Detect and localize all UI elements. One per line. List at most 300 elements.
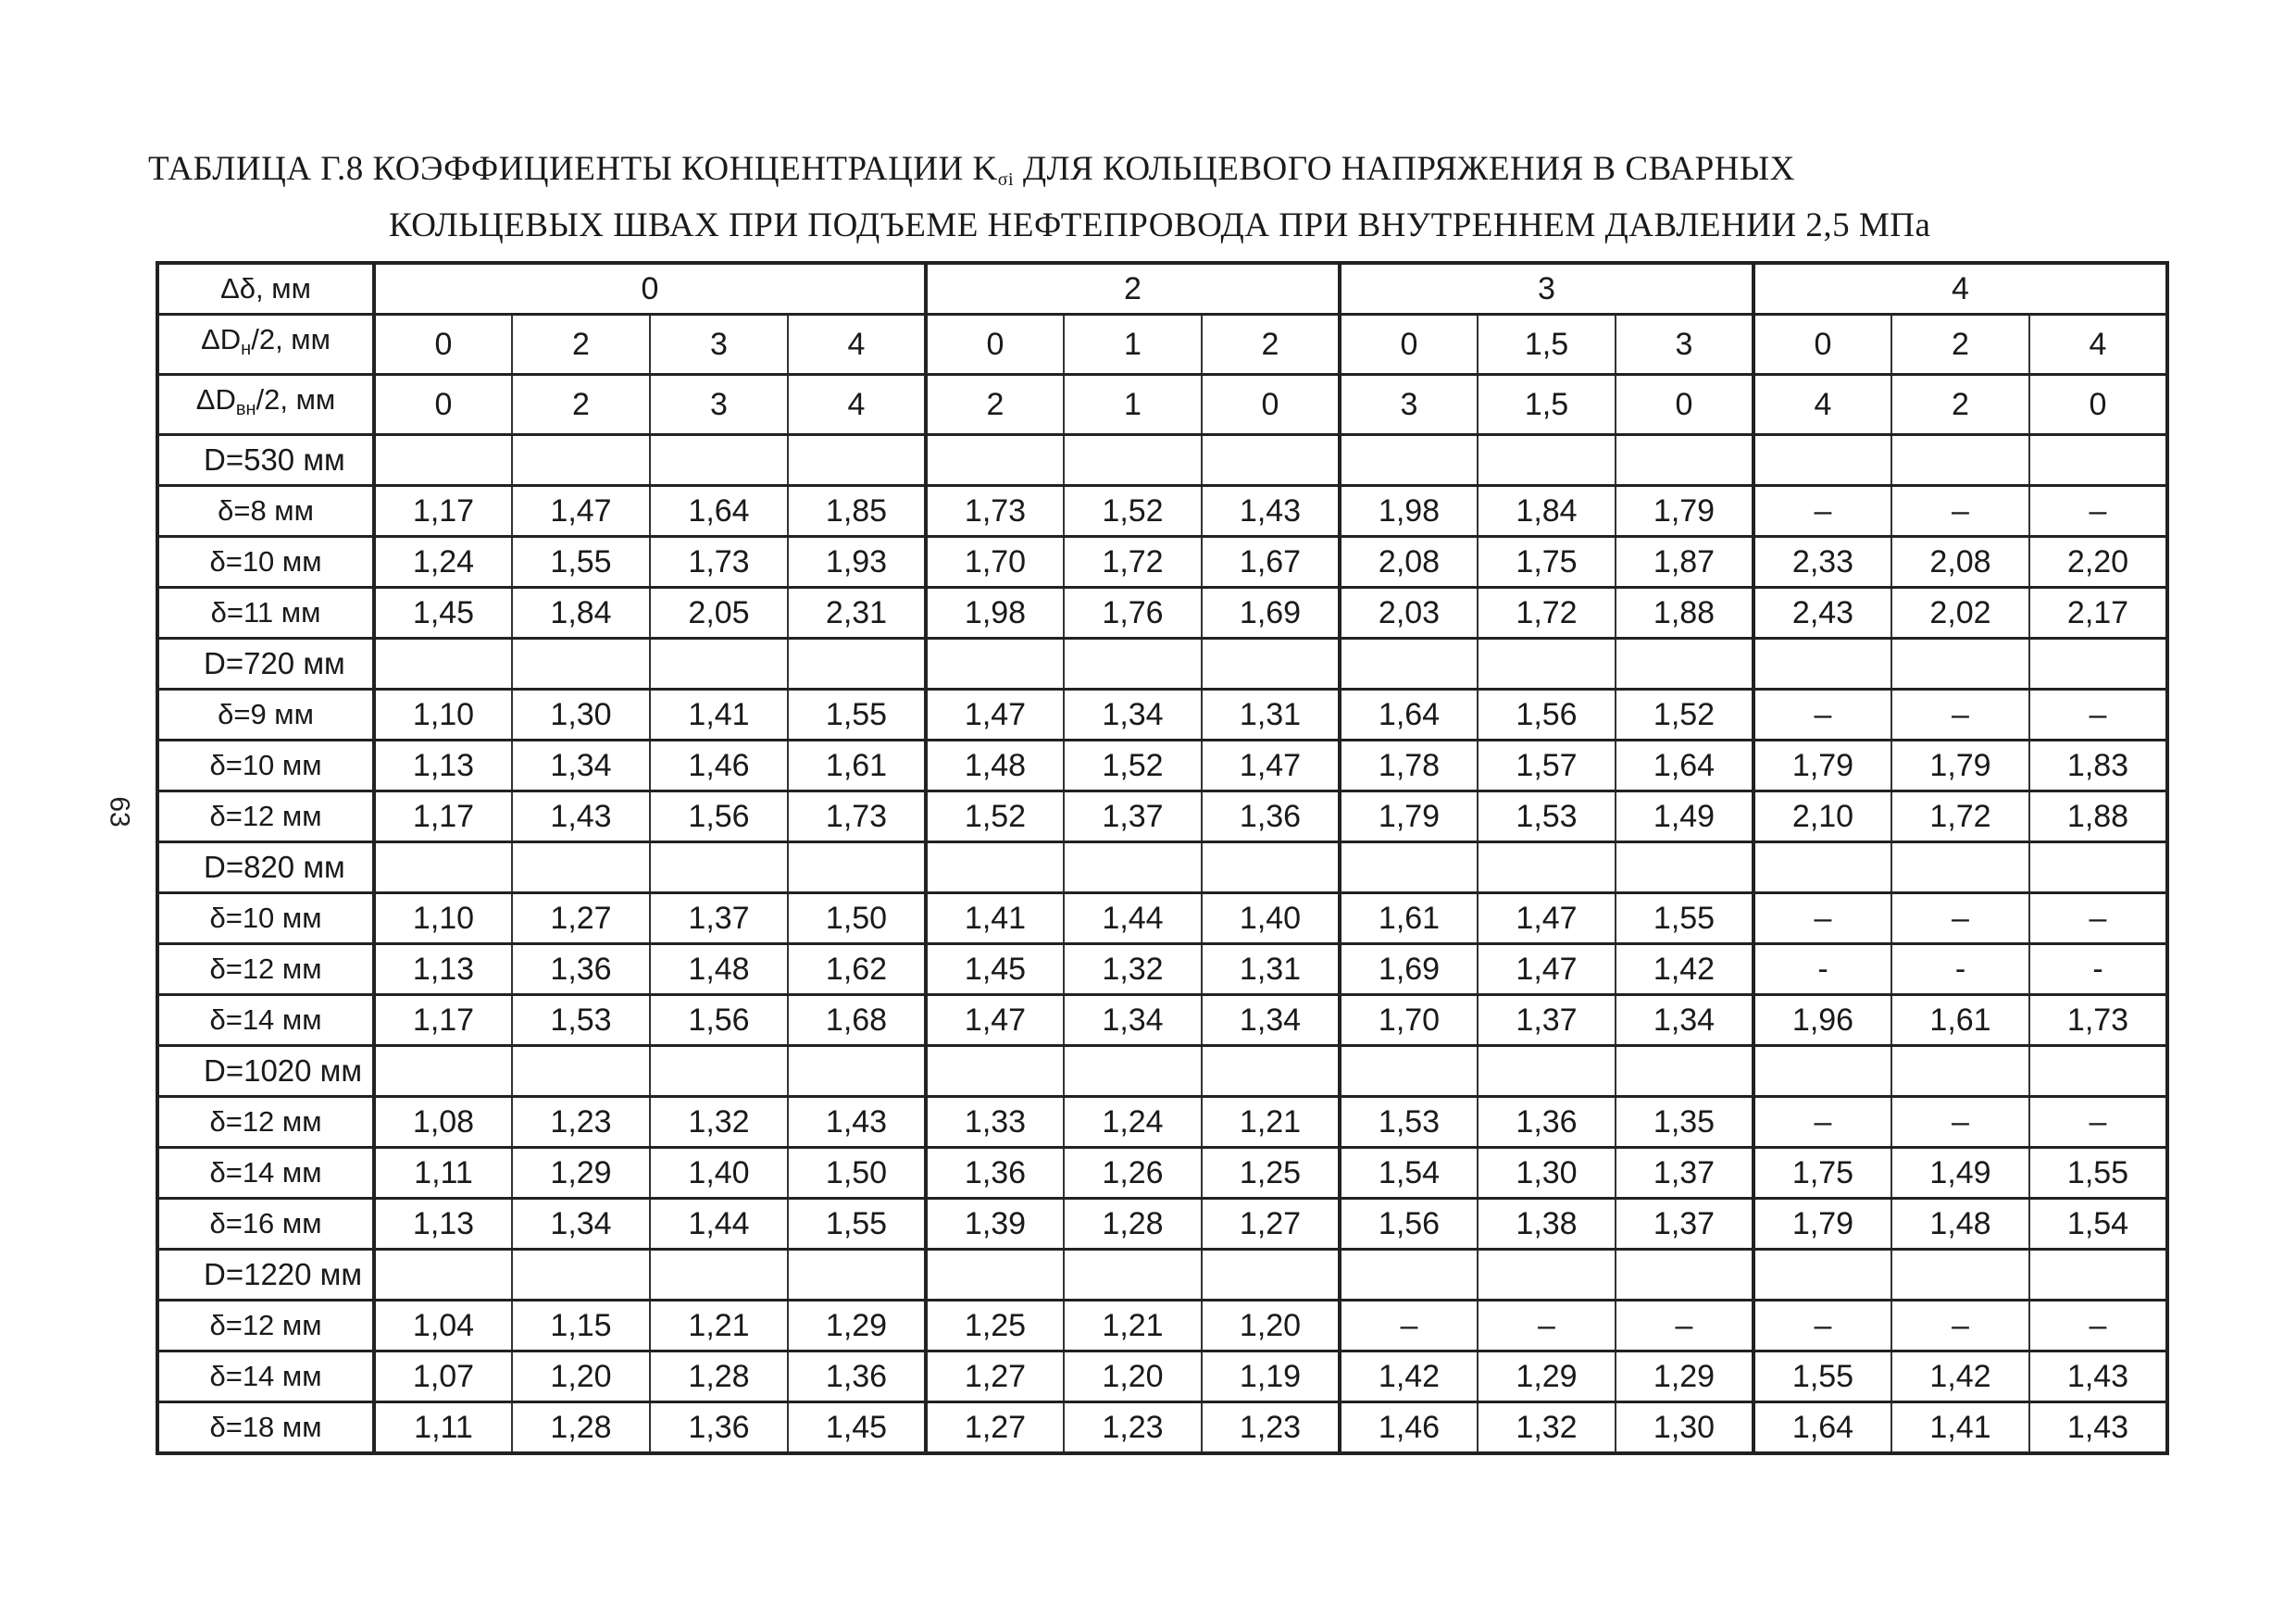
title-line-2: КОЛЬЦЕВЫХ ШВАХ ПРИ ПОДЪЕМЕ НЕФТЕПРОВОДА ПРИ ВНУТРЕННЕМ ДАВЛЕНИИ 2,5 МПа: [389, 206, 1931, 244]
value-cell: 1,34: [1064, 690, 1202, 741]
value-cell: 1,34: [512, 741, 650, 791]
value-cell: 1,79: [1340, 791, 1478, 842]
value-cell: 1,19: [1202, 1351, 1340, 1402]
value-cell: -: [1891, 944, 2029, 995]
value-cell: 1,34: [1064, 995, 1202, 1046]
empty-cell: [650, 435, 788, 486]
value-cell: 1,36: [926, 1148, 1064, 1199]
value-cell: 1,30: [1616, 1402, 1753, 1454]
value-cell: 1: [1064, 315, 1202, 375]
empty-cell: [512, 1250, 650, 1301]
value-cell: 0: [374, 375, 512, 435]
table-row: [157, 893, 2167, 944]
value-cell: 1,35: [1616, 1097, 1753, 1148]
value-cell: 1,85: [788, 486, 926, 537]
table-row: [157, 537, 2167, 588]
value-cell: 1,39: [926, 1199, 1064, 1250]
empty-cell: [2029, 1046, 2167, 1097]
value-cell: 1,55: [2029, 1148, 2167, 1199]
value-cell: –: [1753, 1301, 1891, 1351]
value-cell: 1,48: [1891, 1199, 2029, 1250]
value-cell: 1,50: [788, 893, 926, 944]
value-cell: 2,20: [2029, 537, 2167, 588]
value-cell: 1,20: [1064, 1351, 1202, 1402]
empty-cell: [1478, 1250, 1616, 1301]
value-cell: –: [1478, 1301, 1616, 1351]
value-cell: 1,28: [650, 1351, 788, 1402]
value-cell: 0: [1616, 375, 1753, 435]
section-row: [157, 639, 2167, 690]
header-label-dn: $\Delta D_н/2$, мм: [157, 315, 374, 375]
value-cell: 1,21: [1064, 1301, 1202, 1351]
value-cell: 1,40: [650, 1148, 788, 1199]
group-header: 0: [374, 263, 926, 315]
empty-cell: [374, 1046, 512, 1097]
empty-cell: [650, 639, 788, 690]
empty-cell: [1891, 435, 2029, 486]
empty-cell: [1064, 1046, 1202, 1097]
header-row-dvn: [157, 375, 2167, 435]
value-cell: 1,93: [788, 537, 926, 588]
value-cell: 1,34: [1616, 995, 1753, 1046]
empty-cell: [512, 639, 650, 690]
empty-cell: [788, 1046, 926, 1097]
value-cell: 1,49: [1891, 1148, 2029, 1199]
value-cell: –: [1753, 893, 1891, 944]
value-cell: 1,25: [926, 1301, 1064, 1351]
value-cell: 1,15: [512, 1301, 650, 1351]
row-label: δ=10 мм: [157, 741, 374, 791]
value-cell: 0: [374, 315, 512, 375]
value-cell: 1,37: [1064, 791, 1202, 842]
value-cell: 1,50: [788, 1148, 926, 1199]
value-cell: 1,98: [926, 588, 1064, 639]
table-row: [157, 690, 2167, 741]
empty-cell: [512, 842, 650, 893]
empty-cell: [1340, 639, 1478, 690]
value-cell: 1,20: [1202, 1301, 1340, 1351]
value-cell: 1,46: [650, 741, 788, 791]
value-cell: 1: [1064, 375, 1202, 435]
empty-cell: [1616, 842, 1753, 893]
value-cell: 1,29: [788, 1301, 926, 1351]
empty-cell: [1753, 639, 1891, 690]
value-cell: 1,76: [1064, 588, 1202, 639]
empty-cell: [374, 1250, 512, 1301]
empty-cell: [1340, 435, 1478, 486]
value-cell: 1,56: [650, 791, 788, 842]
value-cell: 1,64: [1616, 741, 1753, 791]
value-cell: 4: [788, 375, 926, 435]
value-cell: -: [1753, 944, 1891, 995]
value-cell: 1,29: [512, 1148, 650, 1199]
value-cell: 1,53: [512, 995, 650, 1046]
value-cell: 1,34: [512, 1199, 650, 1250]
value-cell: 1,53: [1478, 791, 1616, 842]
value-cell: 1,44: [650, 1199, 788, 1250]
value-cell: 1,52: [1064, 486, 1202, 537]
empty-cell: [1340, 1250, 1478, 1301]
value-cell: 1,73: [650, 537, 788, 588]
empty-cell: [1753, 842, 1891, 893]
value-cell: 1,47: [1478, 944, 1616, 995]
section-label: D=530 мм: [157, 435, 374, 486]
row-label: δ=12 мм: [157, 1301, 374, 1351]
value-cell: 1,41: [1891, 1402, 2029, 1454]
empty-cell: [1064, 1250, 1202, 1301]
value-cell: 1,44: [1064, 893, 1202, 944]
empty-cell: [788, 435, 926, 486]
empty-cell: [1340, 842, 1478, 893]
value-cell: 0: [1202, 375, 1340, 435]
empty-cell: [1202, 1046, 1340, 1097]
value-cell: 1,43: [788, 1097, 926, 1148]
value-cell: 1,47: [926, 690, 1064, 741]
empty-cell: [926, 1250, 1064, 1301]
value-cell: 1,70: [1340, 995, 1478, 1046]
value-cell: –: [1753, 1097, 1891, 1148]
empty-cell: [1891, 842, 2029, 893]
value-cell: 1,29: [1478, 1351, 1616, 1402]
value-cell: 1,64: [1753, 1402, 1891, 1454]
value-cell: 1,84: [512, 588, 650, 639]
value-cell: 1,30: [1478, 1148, 1616, 1199]
empty-cell: [1064, 639, 1202, 690]
value-cell: 2,08: [1891, 537, 2029, 588]
empty-cell: [926, 435, 1064, 486]
section-label: D=720 мм: [157, 639, 374, 690]
value-cell: 1,17: [374, 791, 512, 842]
empty-cell: [1891, 1250, 2029, 1301]
value-cell: 1,20: [512, 1351, 650, 1402]
value-cell: 1,61: [788, 741, 926, 791]
value-cell: 2,43: [1753, 588, 1891, 639]
value-cell: 1,13: [374, 944, 512, 995]
value-cell: 1,36: [650, 1402, 788, 1454]
value-cell: 1,28: [512, 1402, 650, 1454]
value-cell: 1,54: [1340, 1148, 1478, 1199]
table-row: [157, 1402, 2167, 1454]
table-title: [148, 146, 2166, 249]
value-cell: 1,08: [374, 1097, 512, 1148]
value-cell: 1,47: [1202, 741, 1340, 791]
value-cell: 2,08: [1340, 537, 1478, 588]
value-cell: 1,72: [1064, 537, 1202, 588]
group-header: 4: [1753, 263, 2167, 315]
coefficients-table: [156, 261, 2169, 1455]
header-label-dvn: $\Delta D_{вн}/2$, мм: [157, 375, 374, 435]
row-label: δ=11 мм: [157, 588, 374, 639]
section-label: D=820 мм: [157, 842, 374, 893]
empty-cell: [1478, 639, 1616, 690]
value-cell: 1,48: [650, 944, 788, 995]
table-row: [157, 791, 2167, 842]
value-cell: 1,47: [1478, 893, 1616, 944]
value-cell: 1,46: [1340, 1402, 1478, 1454]
header-row-dn: [157, 315, 2167, 375]
value-cell: 1,26: [1064, 1148, 1202, 1199]
empty-cell: [788, 1250, 926, 1301]
value-cell: 1,33: [926, 1097, 1064, 1148]
section-row: [157, 435, 2167, 486]
value-cell: 1,57: [1478, 741, 1616, 791]
table-row: [157, 995, 2167, 1046]
row-label: δ=14 мм: [157, 1351, 374, 1402]
value-cell: 1,62: [788, 944, 926, 995]
empty-cell: [788, 639, 926, 690]
row-label: δ=10 мм: [157, 537, 374, 588]
value-cell: 1,47: [926, 995, 1064, 1046]
value-cell: 1,72: [1478, 588, 1616, 639]
value-cell: 1,83: [2029, 741, 2167, 791]
value-cell: 0: [2029, 375, 2167, 435]
table-row: [157, 944, 2167, 995]
empty-cell: [926, 1046, 1064, 1097]
value-cell: 1,64: [650, 486, 788, 537]
value-cell: –: [1891, 690, 2029, 741]
value-cell: 1,61: [1340, 893, 1478, 944]
value-cell: 1,52: [1616, 690, 1753, 741]
value-cell: 2,02: [1891, 588, 2029, 639]
table-row: [157, 1148, 2167, 1199]
value-cell: 1,38: [1478, 1199, 1616, 1250]
empty-cell: [650, 1250, 788, 1301]
value-cell: 1,30: [512, 690, 650, 741]
value-cell: 1,84: [1478, 486, 1616, 537]
empty-cell: [1478, 1046, 1616, 1097]
value-cell: 1,27: [1202, 1199, 1340, 1250]
value-cell: –: [1753, 486, 1891, 537]
header-row-delta: [157, 263, 2167, 315]
value-cell: 2,05: [650, 588, 788, 639]
value-cell: 1,47: [512, 486, 650, 537]
value-cell: 1,72: [1891, 791, 2029, 842]
value-cell: 3: [650, 375, 788, 435]
value-cell: 1,43: [512, 791, 650, 842]
row-label: δ=14 мм: [157, 1148, 374, 1199]
value-cell: 1,73: [788, 791, 926, 842]
value-cell: 1,55: [1616, 893, 1753, 944]
value-cell: 1,79: [1616, 486, 1753, 537]
value-cell: 1,75: [1753, 1148, 1891, 1199]
empty-cell: [650, 1046, 788, 1097]
value-cell: 2,03: [1340, 588, 1478, 639]
value-cell: 1,28: [1064, 1199, 1202, 1250]
value-cell: 1,32: [1478, 1402, 1616, 1454]
value-cell: 0: [926, 315, 1064, 375]
value-cell: 1,75: [1478, 537, 1616, 588]
value-cell: 1,96: [1753, 995, 1891, 1046]
value-cell: 1,43: [1202, 486, 1340, 537]
empty-cell: [2029, 842, 2167, 893]
header-label-delta: Δδ, мм: [157, 263, 374, 315]
empty-cell: [1616, 639, 1753, 690]
value-cell: 1,21: [1202, 1097, 1340, 1148]
empty-cell: [926, 639, 1064, 690]
value-cell: 1,24: [374, 537, 512, 588]
value-cell: –: [1616, 1301, 1753, 1351]
title-line-1: ТАБЛИЦА Г.8 КОЭФФИЦИЕНТЫ КОНЦЕНТРАЦИИ $K_{\sigma i}$ ДЛЯ КОЛЬЦЕВОГО НАПРЯЖЕНИЯ В СВАРНЫХ: [148, 150, 1795, 190]
empty-cell: [1202, 1250, 1340, 1301]
value-cell: 2: [512, 315, 650, 375]
value-cell: 1,37: [1616, 1199, 1753, 1250]
value-cell: –: [2029, 1301, 2167, 1351]
value-cell: 1,29: [1616, 1351, 1753, 1402]
value-cell: 1,49: [1616, 791, 1753, 842]
value-cell: 1,69: [1202, 588, 1340, 639]
value-cell: 1,88: [2029, 791, 2167, 842]
row-label: δ=12 мм: [157, 1097, 374, 1148]
row-label: δ=8 мм: [157, 486, 374, 537]
empty-cell: [1478, 435, 1616, 486]
value-cell: 1,56: [650, 995, 788, 1046]
value-cell: 0: [1753, 315, 1891, 375]
value-cell: 1,79: [1753, 741, 1891, 791]
value-cell: 1,42: [1616, 944, 1753, 995]
empty-cell: [512, 1046, 650, 1097]
value-cell: 1,98: [1340, 486, 1478, 537]
value-cell: 1,88: [1616, 588, 1753, 639]
value-cell: -: [2029, 944, 2167, 995]
value-cell: 1,27: [926, 1351, 1064, 1402]
empty-cell: [1202, 842, 1340, 893]
value-cell: 1,37: [1616, 1148, 1753, 1199]
value-cell: 1,11: [374, 1148, 512, 1199]
value-cell: 1,24: [1064, 1097, 1202, 1148]
value-cell: 0: [1340, 315, 1478, 375]
value-cell: 4: [788, 315, 926, 375]
value-cell: 1,31: [1202, 690, 1340, 741]
section-label: D=1220 мм: [157, 1250, 374, 1301]
value-cell: 1,45: [788, 1402, 926, 1454]
row-label: δ=14 мм: [157, 995, 374, 1046]
value-cell: 2: [926, 375, 1064, 435]
value-cell: 1,78: [1340, 741, 1478, 791]
value-cell: 1,55: [1753, 1351, 1891, 1402]
value-cell: 1,48: [926, 741, 1064, 791]
empty-cell: [2029, 639, 2167, 690]
value-cell: 1,42: [1891, 1351, 2029, 1402]
value-cell: 1,61: [1891, 995, 2029, 1046]
table-row: [157, 486, 2167, 537]
value-cell: 1,10: [374, 690, 512, 741]
value-cell: 2: [1891, 315, 2029, 375]
value-cell: 1,17: [374, 995, 512, 1046]
table-row: [157, 1199, 2167, 1250]
value-cell: 1,79: [1753, 1199, 1891, 1250]
row-label: δ=10 мм: [157, 893, 374, 944]
value-cell: 1,25: [1202, 1148, 1340, 1199]
table-row: [157, 741, 2167, 791]
section-label: D=1020 мм: [157, 1046, 374, 1097]
value-cell: 1,43: [2029, 1402, 2167, 1454]
value-cell: 3: [1616, 315, 1753, 375]
value-cell: 1,79: [1891, 741, 2029, 791]
empty-cell: [1616, 1250, 1753, 1301]
value-cell: 1,42: [1340, 1351, 1478, 1402]
empty-cell: [374, 842, 512, 893]
value-cell: –: [2029, 893, 2167, 944]
empty-cell: [1616, 435, 1753, 486]
value-cell: 1,5: [1478, 315, 1616, 375]
value-cell: 2,10: [1753, 791, 1891, 842]
value-cell: 1,55: [512, 537, 650, 588]
value-cell: 1,55: [788, 1199, 926, 1250]
table-row: [157, 1301, 2167, 1351]
empty-cell: [1064, 435, 1202, 486]
value-cell: 1,13: [374, 1199, 512, 1250]
value-cell: –: [1891, 1097, 2029, 1148]
empty-cell: [650, 842, 788, 893]
group-header: 3: [1340, 263, 1753, 315]
value-cell: –: [2029, 486, 2167, 537]
value-cell: 1,69: [1340, 944, 1478, 995]
table-row: [157, 1351, 2167, 1402]
value-cell: –: [1753, 690, 1891, 741]
value-cell: –: [1891, 486, 2029, 537]
value-cell: 2: [1202, 315, 1340, 375]
value-cell: 1,54: [2029, 1199, 2167, 1250]
section-row: [157, 1250, 2167, 1301]
empty-cell: [1616, 1046, 1753, 1097]
value-cell: 1,87: [1616, 537, 1753, 588]
value-cell: 1,56: [1340, 1199, 1478, 1250]
value-cell: 1,32: [650, 1097, 788, 1148]
group-header: 2: [926, 263, 1340, 315]
row-label: δ=18 мм: [157, 1402, 374, 1454]
value-cell: 1,41: [650, 690, 788, 741]
value-cell: 1,55: [788, 690, 926, 741]
value-cell: –: [2029, 690, 2167, 741]
value-cell: 1,68: [788, 995, 926, 1046]
value-cell: 2,31: [788, 588, 926, 639]
value-cell: 1,21: [650, 1301, 788, 1351]
value-cell: 4: [1753, 375, 1891, 435]
value-cell: 1,27: [926, 1402, 1064, 1454]
table-row: [157, 588, 2167, 639]
empty-cell: [926, 842, 1064, 893]
value-cell: 3: [1340, 375, 1478, 435]
value-cell: 1,27: [512, 893, 650, 944]
row-label: δ=12 мм: [157, 791, 374, 842]
empty-cell: [1753, 1046, 1891, 1097]
value-cell: 1,67: [1202, 537, 1340, 588]
value-cell: 1,37: [1478, 995, 1616, 1046]
value-cell: 2,33: [1753, 537, 1891, 588]
value-cell: 1,73: [926, 486, 1064, 537]
empty-cell: [2029, 435, 2167, 486]
value-cell: –: [1340, 1301, 1478, 1351]
value-cell: 1,32: [1064, 944, 1202, 995]
value-cell: 1,23: [512, 1097, 650, 1148]
value-cell: 1,13: [374, 741, 512, 791]
value-cell: 1,34: [1202, 995, 1340, 1046]
value-cell: 1,36: [788, 1351, 926, 1402]
value-cell: 1,64: [1340, 690, 1478, 741]
empty-cell: [788, 842, 926, 893]
empty-cell: [374, 435, 512, 486]
section-row: [157, 1046, 2167, 1097]
value-cell: 1,23: [1202, 1402, 1340, 1454]
value-cell: 1,11: [374, 1402, 512, 1454]
value-cell: 1,53: [1340, 1097, 1478, 1148]
value-cell: 1,52: [926, 791, 1064, 842]
value-cell: –: [1891, 893, 2029, 944]
section-row: [157, 842, 2167, 893]
empty-cell: [1753, 435, 1891, 486]
value-cell: 1,17: [374, 486, 512, 537]
value-cell: 4: [2029, 315, 2167, 375]
